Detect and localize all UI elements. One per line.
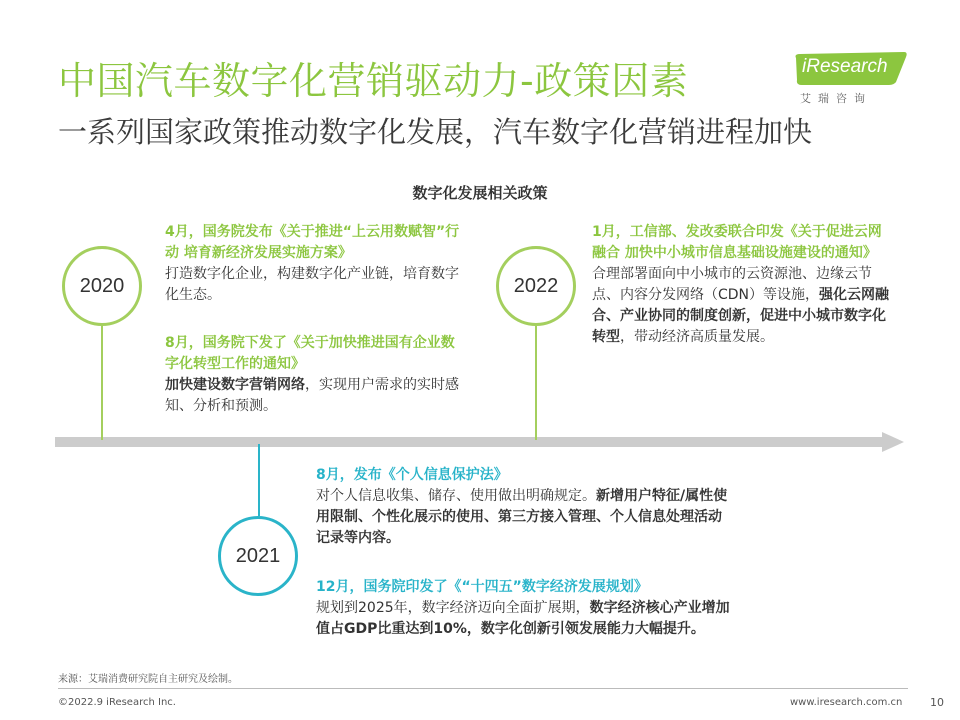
year-label-2022: 2022 bbox=[513, 274, 559, 297]
policy-2020-august-desc bbox=[165, 375, 465, 417]
policy-2021-december-desc bbox=[316, 598, 736, 640]
policy-2020-august-title: 8月，国务院下发了《关于加快推进国有企业数字化转型工作的通知》 bbox=[165, 335, 455, 372]
policy-2020-august bbox=[165, 333, 465, 417]
policy-2020-august-desc-rest: ，实现用户需求的实时感知、分析和预测。 bbox=[165, 377, 459, 414]
connector-2020 bbox=[101, 326, 103, 440]
year-circle-2021 bbox=[218, 516, 298, 596]
policy-2021-december bbox=[316, 577, 736, 640]
policy-2021-august-title: 8月，发布《个人信息保护法》 bbox=[316, 467, 508, 483]
policy-2022-january-desc bbox=[592, 264, 892, 348]
policy-2021-august-desc-start: 对个人信息收集、储存、使用做出明确规定。 bbox=[316, 488, 596, 504]
policy-2021-august bbox=[316, 465, 728, 549]
connector-2021 bbox=[258, 444, 260, 516]
timeline-arrow-icon bbox=[882, 432, 904, 452]
year-label-2020: 2020 bbox=[79, 274, 125, 297]
website-link[interactable]: www.iresearch.com.cn bbox=[790, 697, 903, 708]
policy-2021-december-desc-start: 规划到2025年，数字经济迈向全面扩展期， bbox=[316, 600, 590, 616]
policy-2022-january-desc-tail: ，带动经济高质量发展。 bbox=[620, 329, 774, 345]
policy-2022-january-desc-start: 合理部署面向中小城市的云资源池、边缘云节点、内容分发网络（CDN）等设施， bbox=[592, 266, 872, 303]
timeline-axis bbox=[55, 437, 885, 447]
policy-2020-august-desc-bold: 加快建设数字营销网络 bbox=[165, 377, 305, 393]
page-title: 中国汽车数字化营销驱动力-政策因素 bbox=[58, 59, 689, 103]
policy-2021-december-title: 12月，国务院印发了《“十四五”数字经济发展规划》 bbox=[316, 579, 648, 595]
connector-2022 bbox=[535, 326, 537, 440]
year-circle-2020 bbox=[62, 246, 142, 326]
policy-2022-january-desc-bold: 强化云网融合、产业协同的制度创新，促进中小城市数字化转型 bbox=[592, 287, 890, 345]
year-circle-2022 bbox=[496, 246, 576, 326]
policy-2022-january-title: 1月，工信部、发改委联合印发《关于促进云网融合 加快中小城市信息基础设施建设的通知》 bbox=[592, 224, 882, 261]
policy-2020-april bbox=[165, 222, 465, 306]
logo-subtext: 艾瑞咨询 bbox=[800, 92, 872, 105]
logo-text: iResearch bbox=[802, 56, 888, 77]
copyright: ©2022.9 iResearch Inc. bbox=[58, 697, 176, 708]
policy-2021-december-desc-bold: 数字经济核心产业增加值占GDP比重达到10%，数字化创新引领发展能力大幅提升。 bbox=[316, 600, 730, 637]
page-number: 10 bbox=[930, 696, 944, 709]
iresearch-logo bbox=[790, 52, 910, 104]
source-note: 来源：艾瑞消费研究院自主研究及绘制。 bbox=[58, 674, 238, 685]
footer-divider bbox=[58, 688, 908, 689]
policy-2021-august-desc bbox=[316, 486, 728, 549]
page-subtitle: 一系列国家政策推动数字化发展，汽车数字化营销进程加快 bbox=[58, 115, 813, 149]
policy-2020-april-title: 4月，国务院发布《关于推进“上云用数赋智”行动 培育新经济发展实施方案》 bbox=[165, 224, 460, 261]
year-label-2021: 2021 bbox=[235, 544, 281, 567]
section-heading: 数字化发展相关政策 bbox=[412, 184, 548, 202]
policy-2022-january bbox=[592, 222, 892, 348]
policy-2021-august-desc-bold: 新增用户特征/属性使用限制、个性化展示的使用、第三方接入管理、个人信息处理活动记录等内容。 bbox=[316, 488, 728, 546]
policy-2020-april-desc: 打造数字化企业，构建数字化产业链，培育数字化生态。 bbox=[165, 266, 459, 303]
